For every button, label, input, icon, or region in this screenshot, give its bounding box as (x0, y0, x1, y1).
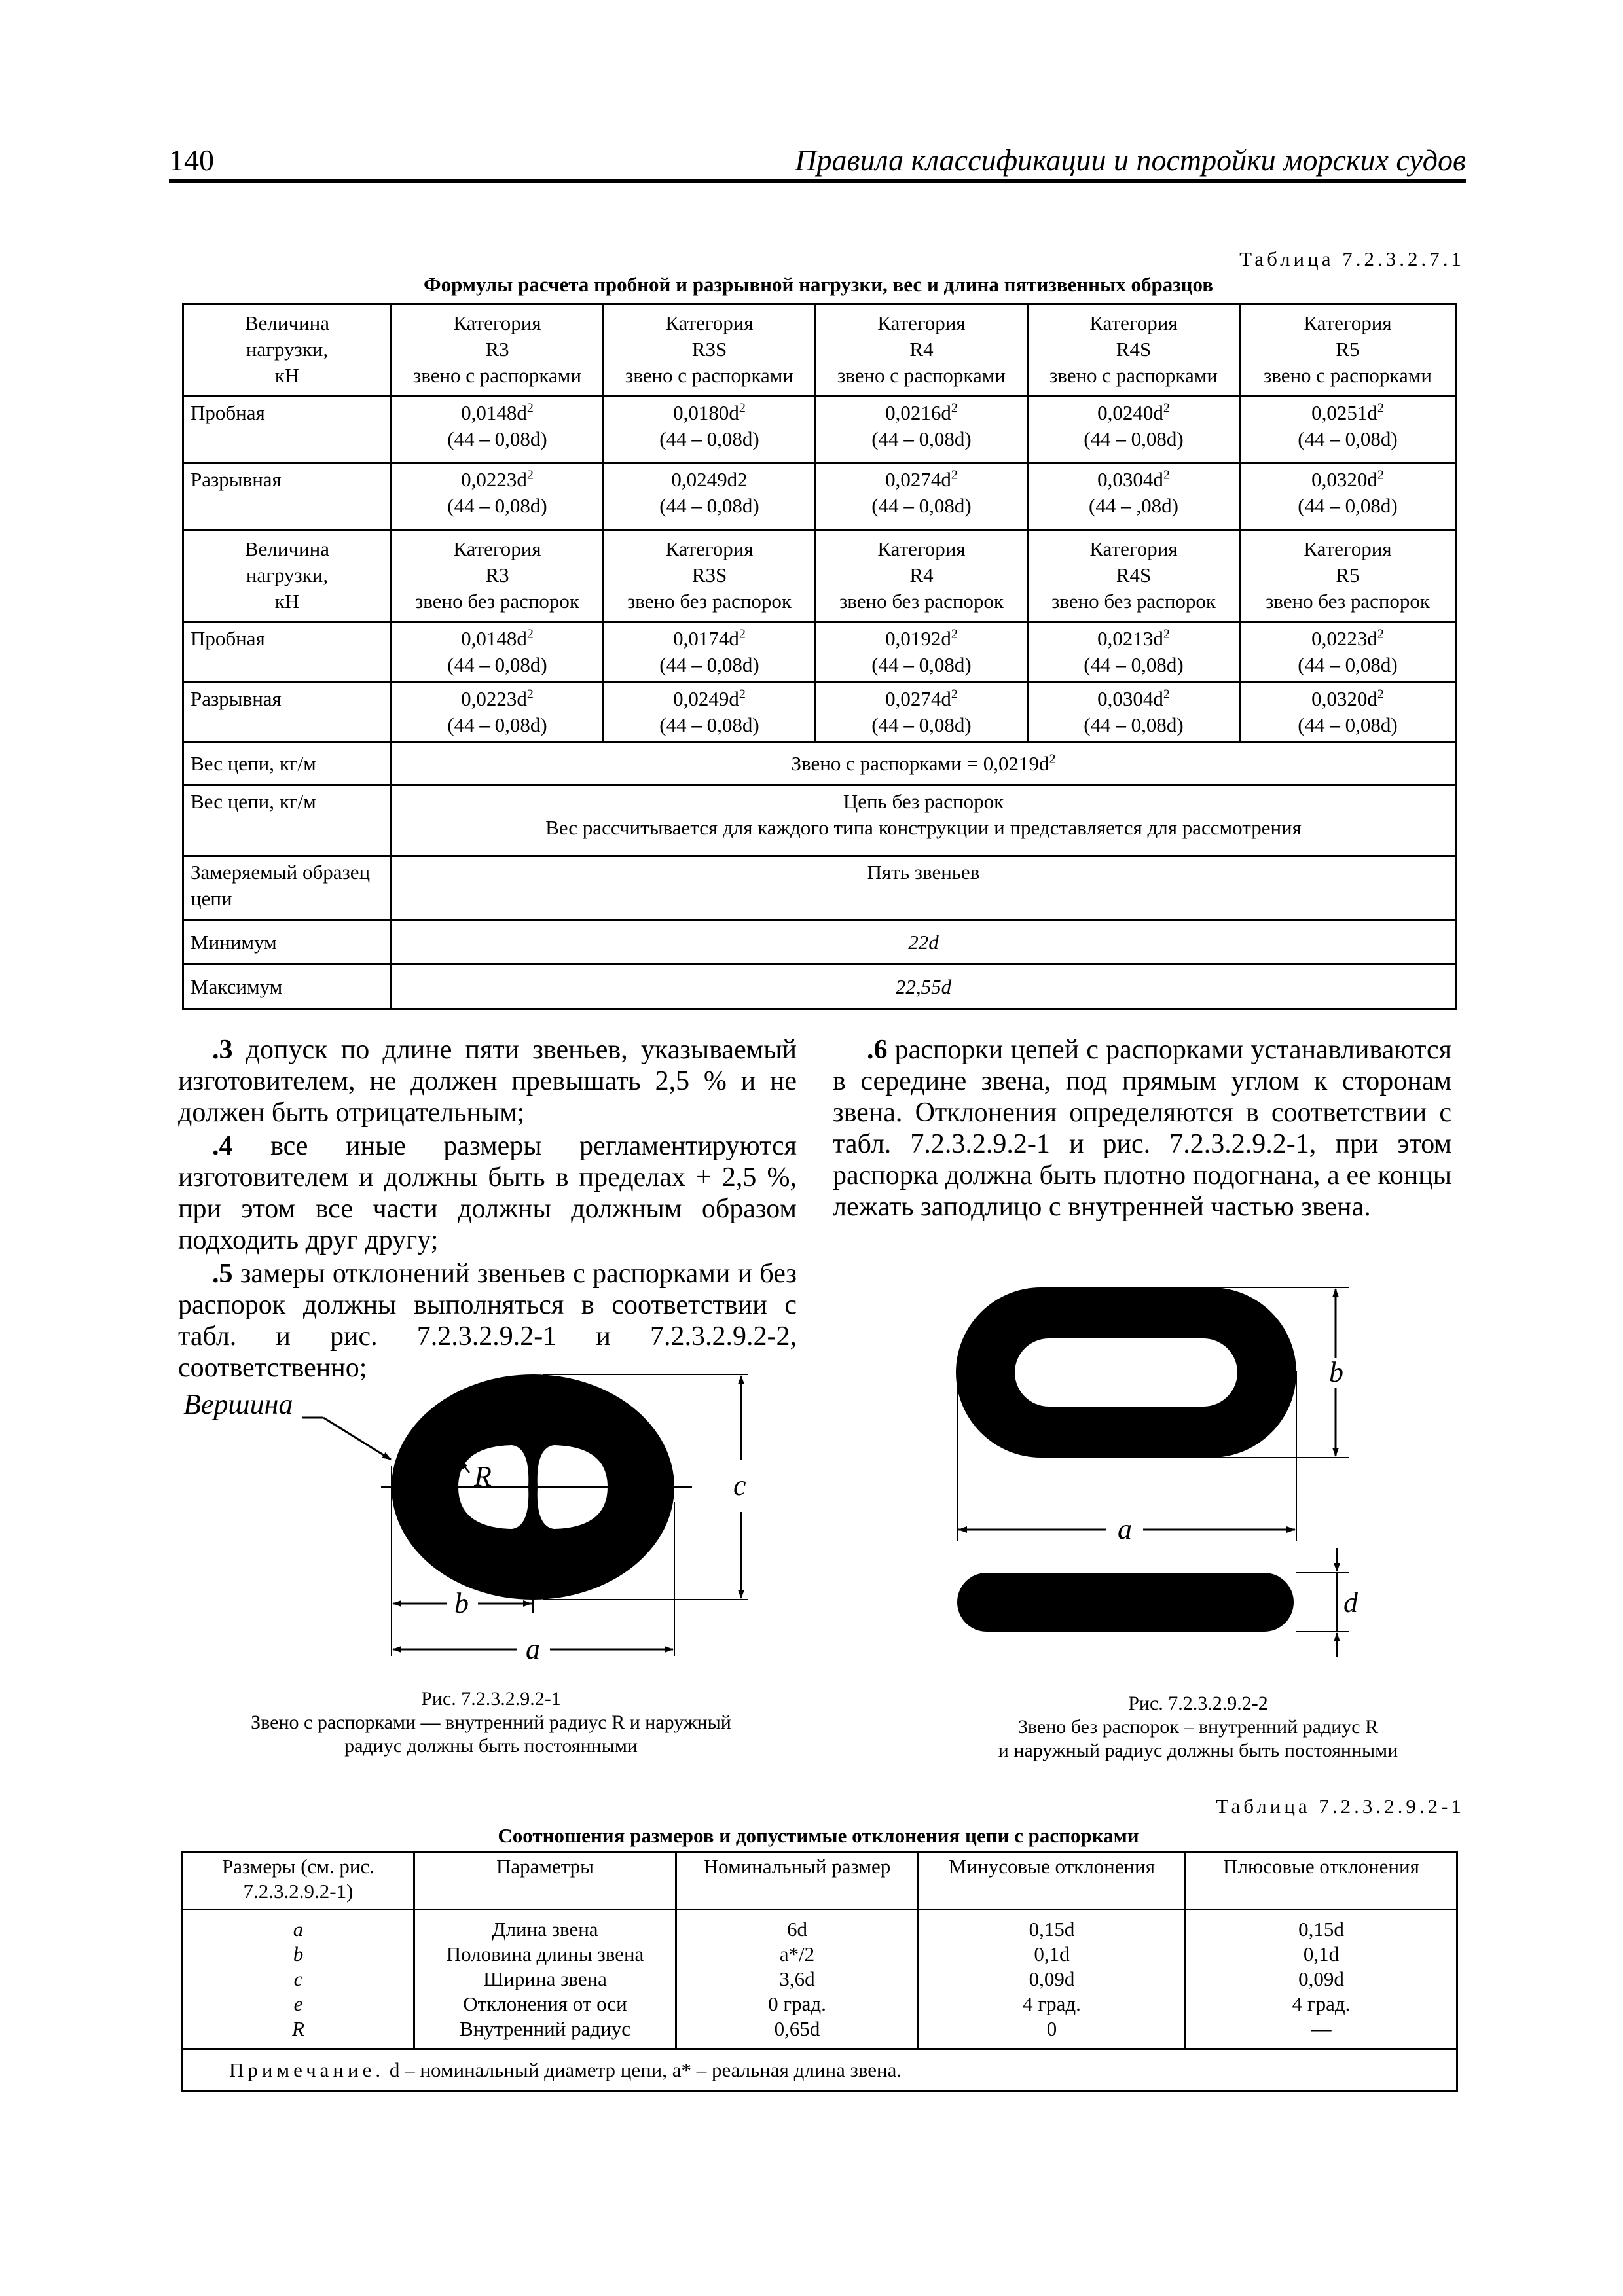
formula-cell: $0,0148d^2$ (44 – 0,08d) (392, 622, 604, 683)
nominal-column: 6d a*/2 3,6d 0 град. 0,65d (676, 1910, 919, 2049)
minimum-value: 22d (392, 920, 1456, 965)
col-header: Минусовые отклонения (919, 1852, 1186, 1910)
table1-header-row-studless (183, 530, 1456, 622)
table2-title: Соотношения размеров и допустимые отклонения цепи с распорками (498, 1824, 1139, 1847)
col-header: Размеры (см. рис. 7.2.3.2.9.2-1) (183, 1852, 414, 1910)
table1-label: Таблица 7.2.3.2.7.1 (1239, 247, 1465, 270)
figure-studless-link (930, 1266, 1375, 1659)
row-label: Минимум (183, 920, 392, 965)
col-header: Номинальный размер (676, 1852, 919, 1910)
table2-header-row (183, 1852, 1457, 1910)
width-c-label: c (733, 1469, 746, 1501)
radius-label: R (474, 1460, 492, 1492)
formula-cell: 0,0249d2 (44 – 0,08d) (604, 463, 816, 530)
formula-cell: $0,0174d^2$ (44 – 0,08d) (604, 622, 816, 683)
diameter-d-label: d (1343, 1587, 1358, 1619)
formula-cell: $0,0274d^2$ (44 – 0,08d) (816, 463, 1028, 530)
row-label: Вес цепи, кг/м (183, 742, 392, 785)
vertex-label: Вершина (183, 1388, 293, 1420)
row-label: Разрывная (183, 463, 392, 530)
figure-stud-link (172, 1361, 774, 1676)
formula-cell: $0,0304d^2$ (44 – 0,08d) (1028, 683, 1240, 742)
table1-row-maximum (183, 965, 1456, 1009)
table1-row-proof-stud (183, 397, 1456, 463)
formula-cell: $0,0213d^2$ (44 – 0,08d) (1028, 622, 1240, 683)
dimension-column: a b c e R (183, 1910, 414, 2049)
formula-cell: $0,0180d^2$ (44 – 0,08d) (604, 397, 816, 463)
formula-cell: $0,0251d^2$ (44 – 0,08d) (1240, 397, 1456, 463)
minus-tolerance-column: 0,15d 0,1d 0,09d 4 град. 0 (919, 1910, 1186, 2049)
studless-link-side-view (957, 1573, 1294, 1632)
quantity-header: Величина нагрузки, кН (183, 530, 392, 622)
col-header: Плюсовые отклонения (1186, 1852, 1457, 1910)
formula-cell: $0,0249d^2$ (44 – 0,08d) (604, 683, 816, 742)
text-column-right (833, 1034, 1451, 1225)
weight-note: Цепь без распорок Вес рассчитывается для каждого типа конструкции и представляется для рассмотрения (392, 785, 1456, 856)
plus-tolerance-column: 0,15d 0,1d 0,09d 4 град. — (1186, 1910, 1457, 2049)
page-number: 140 (169, 143, 214, 177)
studless-link-top-view (956, 1287, 1296, 1458)
formula-cell: $0,0304d^2$ (44 – ,08d) (1028, 463, 1240, 530)
row-label: Максимум (183, 965, 392, 1009)
table1-row-break-studless (183, 683, 1456, 742)
formula-cell: $0,0223d^2$ (44 – 0,08d) (392, 683, 604, 742)
formula-cell: $0,0320d^2$ (44 – 0,08d) (1240, 683, 1456, 742)
paragraph-6: .6 распорки цепей с распорками устанавливаются в середине звена, под прямым углом к сторонам звена. Отклонения определяются в соответствии с табл. 7.2.3.2.9.2-1 и рис. 7.2.3.2.9.2-1, при этом распорка должна быть плотно подогнана, а ее концы лежать заподлицо с внутренней частью звена. (833, 1035, 1451, 1222)
formula-cell: $0,0148d^2$ (44 – 0,08d) (392, 397, 604, 463)
row-label: Разрывная (183, 683, 392, 742)
figure1-caption: Рис. 7.2.3.2.9.2-1 Звено с распорками — внутренний радиус R и наружный радиус должны быть постоянными (251, 1688, 731, 1757)
table1-row-weight-stud (183, 742, 1456, 785)
paragraph-5: .5 замеры отклонений звеньев с распорками и без распорок должны выполняться в соответствии с табл. и рис. 7.2.3.2.9.2-1 и 7.2.3.2.9.2-2, соответственно; (178, 1259, 797, 1383)
length-a-label: a (1118, 1513, 1132, 1545)
formula-cell: $0,0320d^2$ (44 – 0,08d) (1240, 463, 1456, 530)
table1 (182, 303, 1457, 1010)
category-r5-header: Категория R5 звено без распорок (1240, 530, 1456, 622)
text-column-left (178, 1034, 797, 1386)
table2-body (183, 1910, 1457, 2049)
quantity-header: Величина нагрузки, кН (183, 304, 392, 397)
paragraph-3: .3 допуск по длине пяти звеньев, указываемый изготовителем, не должен превышать 2,5 % и не должен быть отрицательным; (178, 1035, 797, 1128)
running-title: Правила классификации и постройки морских судов (795, 143, 1466, 177)
table1-row-proof-studless (183, 622, 1456, 683)
formula-cell: $0,0216d^2$ (44 – 0,08d) (816, 397, 1028, 463)
width-b-label: b (1329, 1356, 1343, 1388)
category-r3-header: Категория R3 звено без распорок (392, 530, 604, 622)
table2-label: Таблица 7.2.3.2.9.2-1 (1216, 1795, 1465, 1818)
paragraph-4: .4 все иные размеры регламентируются изготовителем и должны быть в пределах + 2,5 %, при этом все части должны должным образом подходить друг другу; (178, 1131, 797, 1255)
category-r3s-header: Категория R3S звено с распорками (604, 304, 816, 397)
formula-cell: $0,0223d^2$ (44 – 0,08d) (392, 463, 604, 530)
table1-row-sample (183, 856, 1456, 920)
table1-row-minimum (183, 920, 1456, 965)
maximum-value: 22,55d (392, 965, 1456, 1009)
category-r5-header: Категория R5 звено с распорками (1240, 304, 1456, 397)
formula-cell: $0,0274d^2$ (44 – 0,08d) (816, 683, 1028, 742)
table1-header-row-stud (183, 304, 1456, 397)
category-r4-header: Категория R4 звено с распорками (816, 304, 1028, 397)
formula-cell: $0,0240d^2$ (44 – 0,08d) (1028, 397, 1240, 463)
weight-formula: Звено с распорками = $0,0219d^2$ (392, 742, 1456, 785)
sample-value: Пять звеньев (392, 856, 1456, 920)
category-r3s-header: Категория R3S звено без распорок (604, 530, 816, 622)
col-header: Параметры (414, 1852, 676, 1910)
table2 (181, 1851, 1458, 2092)
row-label: Вес цепи, кг/м (183, 785, 392, 856)
row-label: Пробная (183, 397, 392, 463)
category-r3-header: Категория R3 звено с распорками (392, 304, 604, 397)
category-r4s-header: Категория R4S звено без распорок (1028, 530, 1240, 622)
length-a-label: a (526, 1633, 540, 1665)
header-rule (169, 179, 1466, 183)
category-r4s-header: Категория R4S звено с распорками (1028, 304, 1240, 397)
table1-title: Формулы расчета пробной и разрывной нагрузки, вес и длина пятизвенных образцов (424, 273, 1213, 296)
table1-row-weight-studless (183, 785, 1456, 856)
figure2-caption: Рис. 7.2.3.2.9.2-2 Звено без распорок – внутренний радиус R и наружный радиус должны быть постоянными (998, 1693, 1398, 1761)
table2-note: Примечание. d – номинальный диаметр цепи, a* – реальная длина звена. (183, 2049, 1457, 2092)
row-label: Пробная (183, 622, 392, 683)
table2-note-row (183, 2049, 1457, 2092)
parameter-column: Длина звена Половина длины звена Ширина звена Отклонения от оси Внутренний радиус (414, 1910, 676, 2049)
row-label: Замеряемый образец цепи (183, 856, 392, 920)
formula-cell: $0,0223d^2$ (44 – 0,08d) (1240, 622, 1456, 683)
half-length-b-label: b (454, 1587, 469, 1619)
table1-row-break-stud (183, 463, 1456, 530)
category-r4-header: Категория R4 звено без распорок (816, 530, 1028, 622)
formula-cell: $0,0192d^2$ (44 – 0,08d) (816, 622, 1028, 683)
